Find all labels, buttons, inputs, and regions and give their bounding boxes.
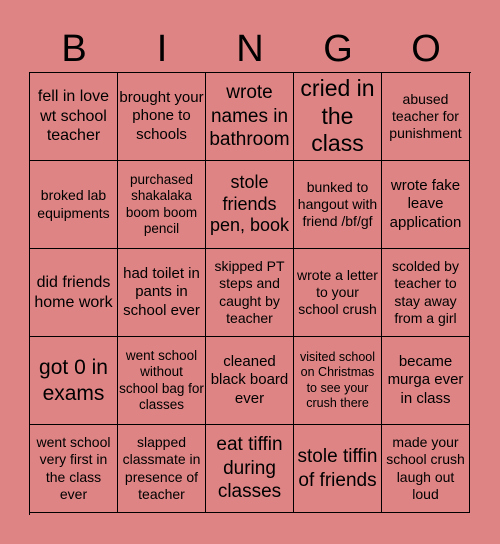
bingo-cell[interactable]: wrote fake leave application [382, 161, 470, 249]
bingo-cell[interactable]: cried in the class [294, 73, 382, 161]
bingo-cell[interactable]: did friends home work [30, 249, 118, 337]
bingo-cell[interactable]: abused teacher for punishment [382, 73, 470, 161]
header-letter-g: G [323, 27, 353, 70]
bingo-cell[interactable]: stole friends pen, book [206, 161, 294, 249]
bingo-cell[interactable]: had toilet in pants in school ever [118, 249, 206, 337]
bingo-cell[interactable]: wrote names in bathroom [206, 73, 294, 161]
bingo-cell[interactable]: stole tiffin of friends [294, 425, 382, 513]
bingo-header [30, 24, 470, 74]
bingo-cell[interactable]: broked lab equipments [30, 161, 118, 249]
bingo-cell[interactable]: skipped PT steps and caught by teacher [206, 249, 294, 337]
header-letter-b: B [61, 27, 87, 70]
bingo-cell[interactable]: purchased shakalaka boom boom pencil [118, 161, 206, 249]
bingo-cell[interactable]: got 0 in exams [30, 337, 118, 425]
bingo-cell[interactable]: slapped classmate in presence of teacher [118, 425, 206, 513]
bingo-cell[interactable]: went school without school bag for classes [118, 337, 206, 425]
bingo-cell[interactable]: visited school on Christmas to see your crush there [294, 337, 382, 425]
bingo-cell[interactable]: wrote a letter to your school crush [294, 249, 382, 337]
header-letter-n: N [236, 27, 264, 70]
bingo-cell[interactable]: made your school crush laugh out loud [382, 425, 470, 513]
bingo-cell[interactable]: became murga ever in class [382, 337, 470, 425]
bingo-cell[interactable]: fell in love wt school teacher [30, 73, 118, 161]
bingo-cell[interactable]: eat tiffin during classes [206, 425, 294, 513]
header-letter-i: I [156, 27, 168, 70]
bingo-grid [29, 72, 471, 515]
bingo-cell[interactable]: cleaned black board ever [206, 337, 294, 425]
bingo-cell[interactable]: went school very first in the class ever [30, 425, 118, 513]
bingo-cell[interactable]: brought your phone to schools [118, 73, 206, 161]
bingo-cell[interactable]: bunked to hangout with friend /bf/gf [294, 161, 382, 249]
bingo-cell[interactable]: scolded by teacher to stay away from a girl [382, 249, 470, 337]
header-letter-o: O [411, 27, 441, 70]
